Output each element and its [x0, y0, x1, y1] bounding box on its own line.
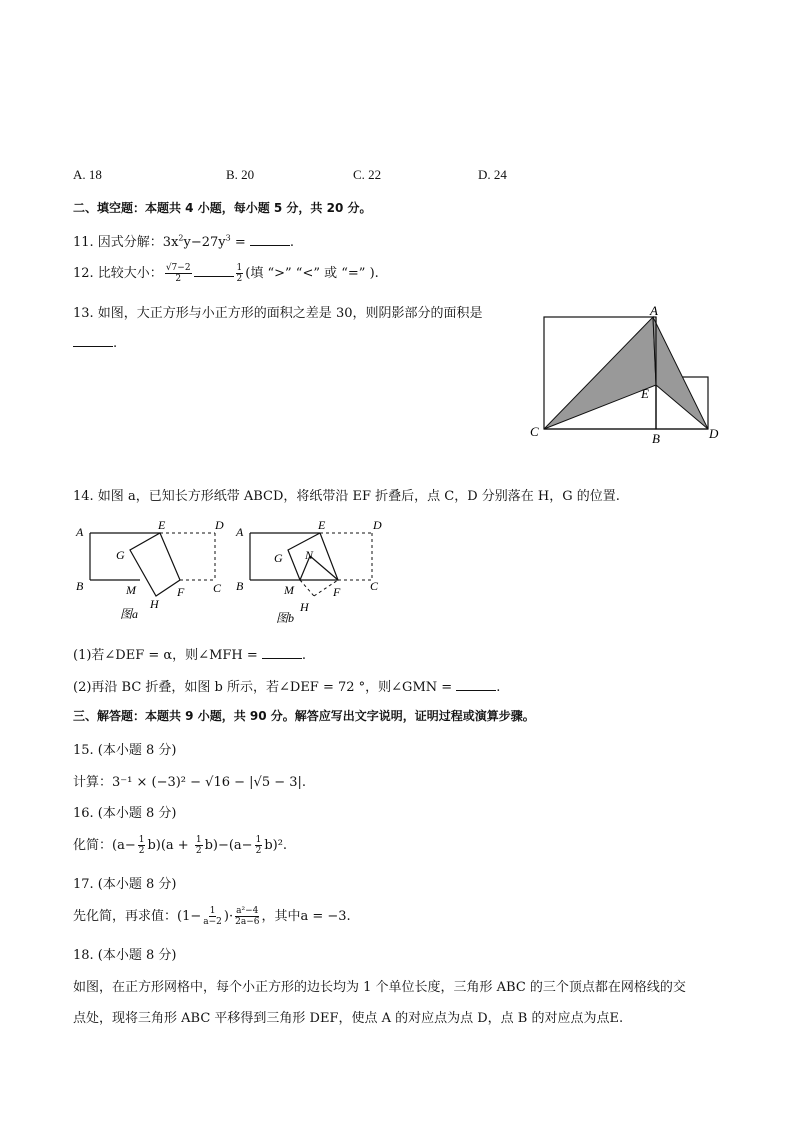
svg-text:E: E	[318, 518, 326, 532]
svg-text:F: F	[333, 585, 341, 599]
answer-blank-13[interactable]	[73, 334, 113, 347]
fig13-label-b: B	[652, 431, 660, 446]
svg-text:D: D	[373, 518, 382, 532]
fig13-label-d: D	[709, 426, 719, 441]
svg-text:H: H	[300, 600, 309, 614]
q18-head: 18. (本小题 8 分)	[73, 948, 177, 963]
svg-text:G: G	[274, 551, 283, 565]
answer-line-13: .	[73, 334, 117, 351]
q11-mid: y−27y	[183, 235, 226, 250]
question-12	[73, 262, 379, 284]
q16-body: 化简：(a− $\frac{1}{2}$ b)(a + $\frac{1}{2}$ b)−(a− $\frac{1}{2}$ b)².	[73, 835, 288, 856]
q15-body: 计算：3⁻¹ × (−3)² − √16 − |√5 − 3|.	[73, 775, 307, 790]
caption-a: 图a	[120, 607, 139, 621]
q16-head: 16. (本小题 8 分)	[73, 806, 177, 821]
svg-text:G: G	[116, 548, 125, 562]
caption-b: 图b	[276, 611, 295, 624]
q11-prefix: 11. 因式分解：3x	[73, 235, 179, 250]
svg-text:F: F	[177, 585, 185, 599]
option-c: C. 22	[353, 167, 382, 182]
svg-text:B: B	[236, 579, 244, 593]
q17-body: 先化简，再求值：(1− $\frac{1}{a-2}$ )· $\frac{\text{a²−4}}{2a-6}$ ，其中a = −3.	[73, 906, 351, 927]
q11-suffix: =	[230, 235, 250, 250]
svg-text:E: E	[158, 518, 166, 532]
question-14-1: (1)若∠DEF = α，则∠MFH = .	[73, 648, 307, 663]
q12-fraction: $\frac{√7-2}{2}$	[165, 263, 191, 284]
svg-text:B: B	[76, 579, 84, 593]
svg-text:H: H	[150, 597, 159, 611]
figure-14b	[230, 514, 400, 624]
answer-blank-14-1[interactable]	[262, 646, 302, 659]
section3-heading: 三、解答题：本题共 9 小题，共 90 分。解答应写出文字说明，证明过程或演算步骤。	[73, 709, 535, 723]
q12-prefix: 12. 比较大小：	[73, 266, 163, 281]
svg-text:A: A	[236, 525, 244, 539]
svg-text:C: C	[370, 579, 379, 593]
svg-text:M: M	[126, 583, 136, 597]
svg-text:N: N	[305, 548, 314, 562]
question-13: 13. 如图，大正方形与小正方形的面积之差是 30，则阴影部分的面积是	[73, 306, 483, 321]
q18-line1: 如图，在正方形网格中，每个小正方形的边长均为 1 个单位长度，三角形 ABC 的三个顶点都在网格线的交	[73, 980, 686, 995]
q12-suffix: (填 “>” “<” 或 “=” ).	[245, 266, 379, 281]
svg-text:A: A	[76, 525, 84, 539]
q12-half: $\frac{1}{2}$	[236, 263, 243, 284]
section2-heading: 二、填空题：本题共 4 小题，每小题 5 分，共 20 分。	[73, 201, 372, 215]
folded-strip-a	[130, 533, 180, 596]
question-11: 11. 因式分解：$3x^2y-27y^3$ = .	[73, 233, 295, 250]
q15-head: 15. (本小题 8 分)	[73, 743, 177, 758]
option-b: B. 20	[226, 167, 255, 182]
fig13-label-c: C	[530, 424, 539, 439]
svg-text:D: D	[215, 518, 224, 532]
option-a: A. 18	[73, 167, 102, 182]
shaded-triangle-left	[544, 317, 656, 429]
svg-text:C: C	[213, 581, 222, 595]
fig13-label-a: A	[650, 303, 658, 318]
answer-blank-12[interactable]	[194, 264, 234, 277]
svg-text:M: M	[284, 583, 294, 597]
question-14-2: (2)再沿 BC 折叠，如图 b 所示，若∠DEF = 72 °，则∠GMN = .	[73, 680, 501, 695]
shaded-triangle-right	[653, 317, 708, 429]
figure-14a	[70, 514, 240, 624]
figure-13	[525, 300, 725, 450]
question-14: 14. 如图 a，已知长方形纸带 ABCD，将纸带沿 EF 折叠后，点 C，D 分别落在 H，G 的位置.	[73, 489, 620, 504]
q18-line2: 点处，现将三角形 ABC 平移得到三角形 DEF，使点 A 的对应点为点 D，点 B 的对应点为点E.	[73, 1011, 624, 1026]
answer-blank-11[interactable]	[250, 233, 290, 246]
option-d: D. 24	[478, 167, 507, 182]
fig13-label-e: E	[641, 386, 649, 401]
answer-blank-14-2[interactable]	[456, 678, 496, 691]
q17-head: 17. (本小题 8 分)	[73, 877, 177, 892]
